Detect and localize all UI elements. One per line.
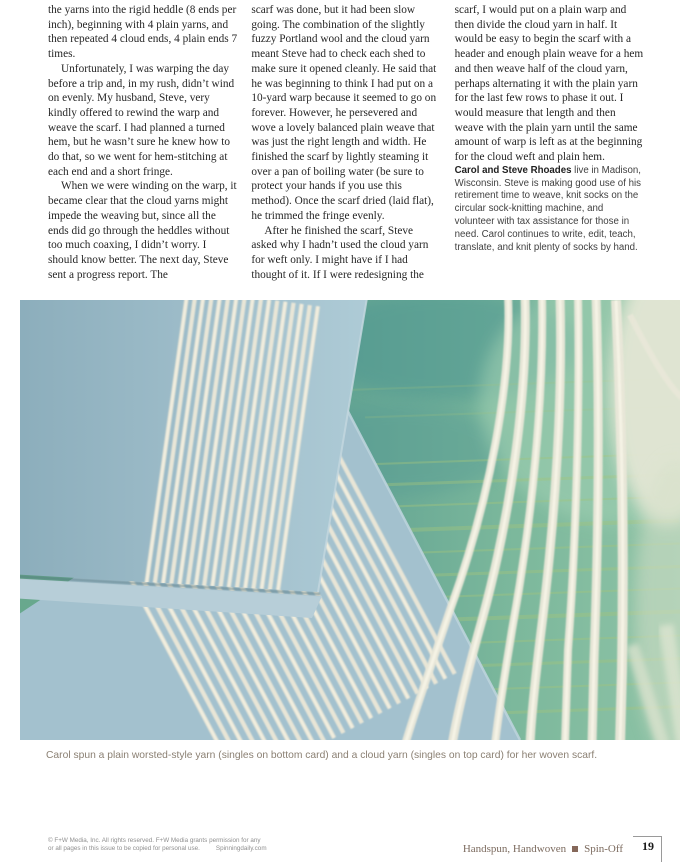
copyright-line-1: © F+W Media, Inc. All rights reserved. F+W Media grants permission for any (48, 837, 261, 844)
body-paragraph: When we were winding on the warp, it became clear that the cloud yarns might impede the weaving but, since all the ends did go through the heddles without too much coaxing, I didn’t worry. I should know better. The next day, Steve sent a progress report. The (48, 180, 237, 281)
page-number: 19 (633, 836, 662, 862)
author-bio-text: live in Madison, Wisconsin. Steve is making good use of his retirement time to weave, knit socks on the circular sock-knitting machine, and volunteer with tax assistance for those in need. Carol continues to write, edit, teach, translate, and knit plenty of socks by hand. (454, 164, 641, 253)
running-footer (463, 836, 662, 862)
body-paragraph: After he finished the scarf, Steve asked why I hadn’t used the cloud yarn for weft only. I might have if I had thought of it. If I were redesigning the (251, 224, 429, 281)
body-paragraph: scarf, I would put on a plain warp and then divide the cloud yarn in half. It would be easy to begin the scarf with a header and enough plain weave for a hem and then weave half of the cloud yarn, perhaps alternating it with the plain yarn for the last few rows to phase it out. I would measure that length and then weave with the plain yarn until the same amount of warp is left as at the beginning for the cloud weft and plain hem. (454, 4, 644, 164)
author-bio (455, 165, 644, 255)
author-names: Carol and Steve Rhoades (454, 164, 572, 176)
section-title: Spin-Off (584, 843, 623, 855)
column-1 (48, 3, 237, 282)
column-2 (251, 3, 440, 282)
square-bullet-icon (572, 846, 578, 852)
photo-caption: Carol spun a plain worsted-style yarn (singles on bottom card) and a cloud yarn (singles on top card) for her woven scarf. (46, 750, 598, 761)
body-paragraph: scarf was done, but it had been slow going. The combination of the slightly fuzzy Portland wool and the cloud yarn meant Steve had to check each shed to make sure it opened cleanly. He said that he was beginning to think I had put on a 10-yard warp because it seemed to go on forever. However, he persevered and wove a lovely balanced plain weave that was just the right length and width. He finished the scarf by lightly steaming it over a pan of boiling water (be sure to protect your hands if you use this method). Once the scarf dried (laid flat), he trimmed the fringe evenly. (251, 4, 437, 222)
publication-title: Handspun, Handwoven (462, 843, 567, 855)
photo-yarn-on-cards (20, 300, 680, 740)
copyright-notice (48, 837, 308, 854)
website-link: Spinningdaily.com (215, 845, 267, 853)
article-columns (48, 3, 644, 282)
column-3 (455, 3, 644, 282)
top-card-cloud-yarn (20, 300, 368, 623)
copyright-line-2: or all pages in this issue to be copied for personal use. Spinningdaily.com (48, 845, 267, 853)
body-paragraph: the yarns into the rigid heddle (8 ends per inch), beginning with 4 plain yarns, and then repeated 4 cloud ends, 4 plain ends 7 times. (48, 4, 238, 61)
body-paragraph: Unfortunately, I was warping the day before a trip and, in my rush, didn’t wind on evenly. My husband, Steve, very kindly offered to rewind the warp and weave the scarf. I had planned a turned hem, but he wasn’t sure he knew how to do that, so we went for hem-stitching at each end and a short fringe. (48, 62, 235, 178)
